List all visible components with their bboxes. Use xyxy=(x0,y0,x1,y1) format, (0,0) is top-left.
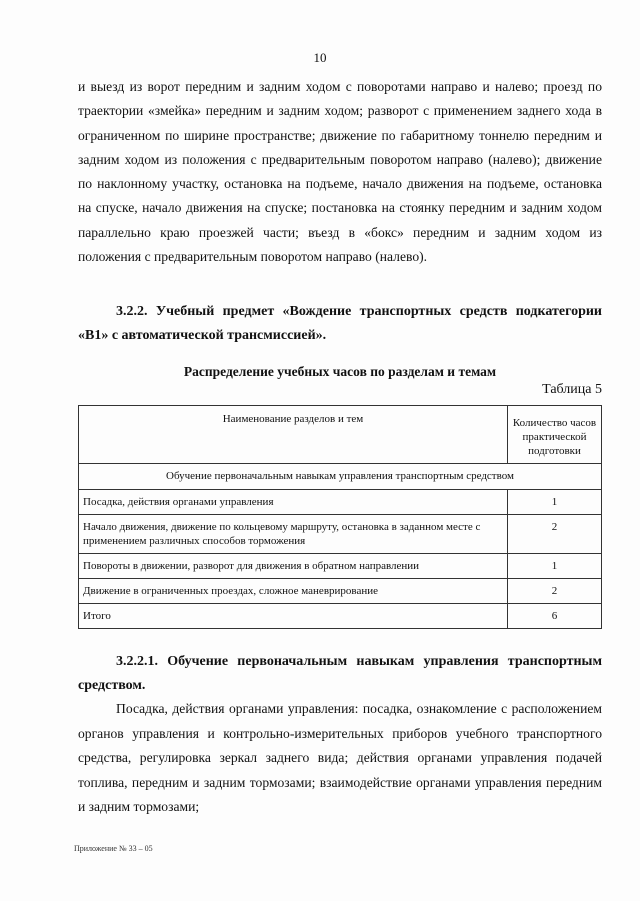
table-header-row xyxy=(79,406,602,464)
table-row xyxy=(79,515,602,554)
topic-cell: Повороты в движении, разворот для движения в обратном направлении xyxy=(79,554,508,579)
page-number: 10 xyxy=(313,50,327,65)
footer-note: Приложение № 33 – 05 xyxy=(74,844,153,853)
hours-table xyxy=(78,405,602,629)
topic-cell: Посадка, действия органами управления xyxy=(79,490,508,515)
section-heading-3-2-2-1: 3.2.2.1. Обучение первоначальным навыкам управления транспортным средством. xyxy=(78,654,602,693)
section-title-cell: Обучение первоначальным навыкам управления транспортным средством xyxy=(79,464,602,490)
topic-cell: Движение в ограниченных проездах, сложное маневрирование xyxy=(79,579,508,604)
section-heading-3-2-2: 3.2.2. Учебный предмет «Вождение транспортных средств подкатегории «B1» с автоматической трансмиссией». xyxy=(78,304,602,343)
total-hours-cell: 6 xyxy=(508,604,602,629)
header-hours: Количество часов практической подготовки xyxy=(508,406,602,464)
body-paragraph: Посадка, действия органами управления: посадка, ознакомление с расположением органов управления и контрольно-измерительных приборов учебного транспортного средства, регулировка зеркал заднего вида; действия органами управления подачей топлива, передним и задним тормозами; взаимодействие органами управления передним и задним тормозами; xyxy=(78,701,602,815)
table-title: Распределение учебных часов по разделам и темам xyxy=(183,364,497,379)
table-section-row xyxy=(79,464,602,490)
hours-cell: 1 xyxy=(508,490,602,515)
table-total-row xyxy=(79,604,602,629)
table-row xyxy=(79,490,602,515)
hours-cell: 2 xyxy=(508,515,602,554)
hours-cell: 2 xyxy=(508,579,602,604)
table-row xyxy=(79,554,602,579)
hours-cell: 1 xyxy=(508,554,602,579)
total-label-cell: Итого xyxy=(79,604,508,629)
table-row xyxy=(79,579,602,604)
header-topics: Наименование разделов и тем xyxy=(79,406,508,464)
body-paragraph-continued: и выезд из ворот передним и задним ходом с поворотами направо и налево; проезд по траектории «змейка» передним и задним ходом; разворот с применением заднего хода в ограниченном по ширине пространстве; движение по габаритному тоннелю передним и задним ходом из положения с предварительным поворотом направо (налево); движение по наклонному участку, остановка на подъеме, начало движения на подъеме, остановка на спуске, начало движения на спуске; постановка на стоянку передним и задним ходом параллельно краю проезжей части; въезд в «бокс» передним и задним ходом из положения с предварительным поворотом направо (налево). xyxy=(78,79,602,265)
topic-cell: Начало движения, движение по кольцевому маршруту, остановка в заданном месте с применением различных способов торможения xyxy=(79,515,508,554)
table-label: Таблица 5 xyxy=(542,382,602,397)
